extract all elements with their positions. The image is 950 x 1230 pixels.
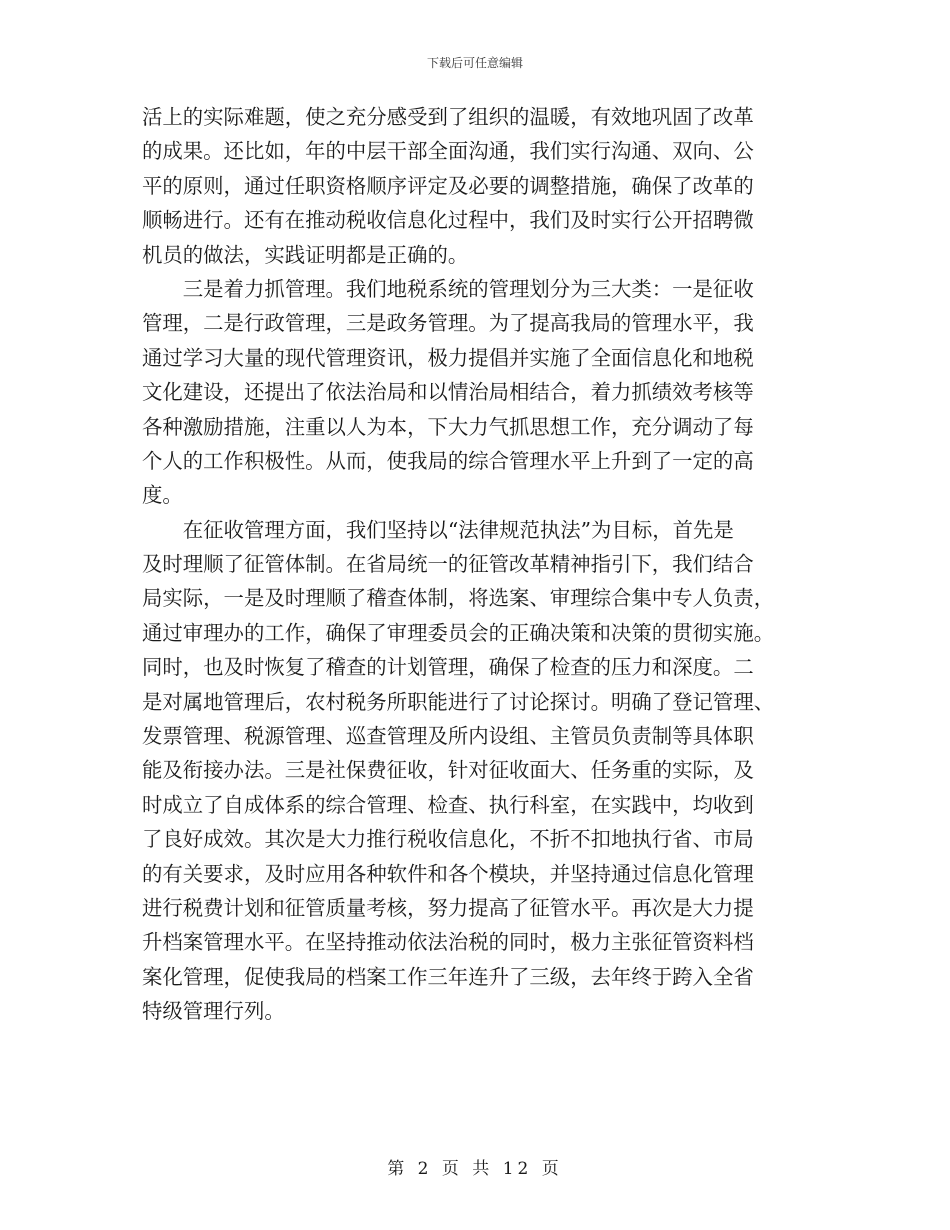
body-text [142, 100, 812, 1029]
text-line: 管理，二是行政管理，三是政务管理。为了提高我局的管理水平，我 [142, 311, 754, 336]
text-line: 机员的做法，实践证明都是正确的。 [142, 242, 469, 267]
text-line: 升档案管理水平。在坚持推动依法治税的同时，极力主张征管资料档 [142, 930, 754, 955]
text-line: 在征收管理方面，我们坚持以“法律规范执法”为目标，首先是 [142, 517, 734, 542]
text-line: 个人的工作积极性。从而，使我局的综合管理水平上升到了一定的高 [142, 448, 754, 473]
text-line: 各种激励措施，注重以人为本，下大力气抓思想工作，充分调动了每 [142, 414, 754, 439]
text-line: 度。 [142, 483, 183, 508]
text-line: 同时，也及时恢复了稽查的计划管理，确保了检查的压力和深度。二 [142, 655, 754, 680]
text-line: 特级管理行列。 [142, 999, 285, 1024]
text-line: 时成立了自成体系的综合管理、检查、执行科室，在实践中，均收到 [142, 792, 754, 817]
text-line: 活上的实际难题，使之充分感受到了组织的温暖，有效地巩固了改革 [142, 105, 754, 129]
text-line: 的有关要求，及时应用各种软件和各个模块，并坚持通过信息化管理 [142, 861, 754, 886]
text-line: 三是着力抓管理。我们地税系统的管理划分为三大类：一是征收 [142, 276, 754, 301]
text-line: 平的原则，通过任职资格顺序评定及必要的调整措施，确保了改革的 [142, 173, 754, 198]
text-line: 的成果。还比如，年的中层干部全面沟通，我们实行沟通、双向、公 [142, 139, 754, 164]
text-line: 了良好成效。其次是大力推行税收信息化，不折不扣地执行省、市局 [142, 827, 754, 852]
text-line: 能及衔接办法。三是社保费征收，针对征收面大、任务重的实际，及 [142, 758, 754, 783]
text-line: 发票管理、税源管理、巡查管理及所内设组、主管员负责制等具体职 [142, 724, 754, 749]
text-line: 进行税费计划和征管质量考核，努力提高了征管水平。再次是大力提 [142, 895, 754, 920]
text-line: 文化建设，还提出了依法治局和以情治局相结合，着力抓绩效考核等 [142, 380, 754, 405]
text-line: 通过审理办的工作，确保了审理委员会的正确决策和决策的贯彻实施。 [142, 620, 775, 645]
text-line: 案化管理，促使我局的档案工作三年连升了三级，去年终于跨入全省 [142, 964, 754, 989]
text-line: 及时理顺了征管体制。在省局统一的征管改革精神指引下，我们结合 [142, 552, 754, 577]
text-line: 通过学习大量的现代管理资讯，极力提倡并实施了全面信息化和地税 [142, 345, 754, 370]
page-header: 下载后可任意编辑 [426, 56, 523, 70]
page-footer: 第 2 页 共 12 页 [387, 1159, 563, 1179]
text-line: 局实际，一是及时理顺了稽查体制，将选案、审理综合集中专人负责， [142, 586, 775, 611]
text-line: 是对属地管理后，农村税务所职能进行了讨论探讨。明确了登记管理、 [142, 689, 775, 714]
text-line: 顺畅进行。还有在推动税收信息化过程中，我们及时实行公开招聘微 [142, 208, 754, 233]
